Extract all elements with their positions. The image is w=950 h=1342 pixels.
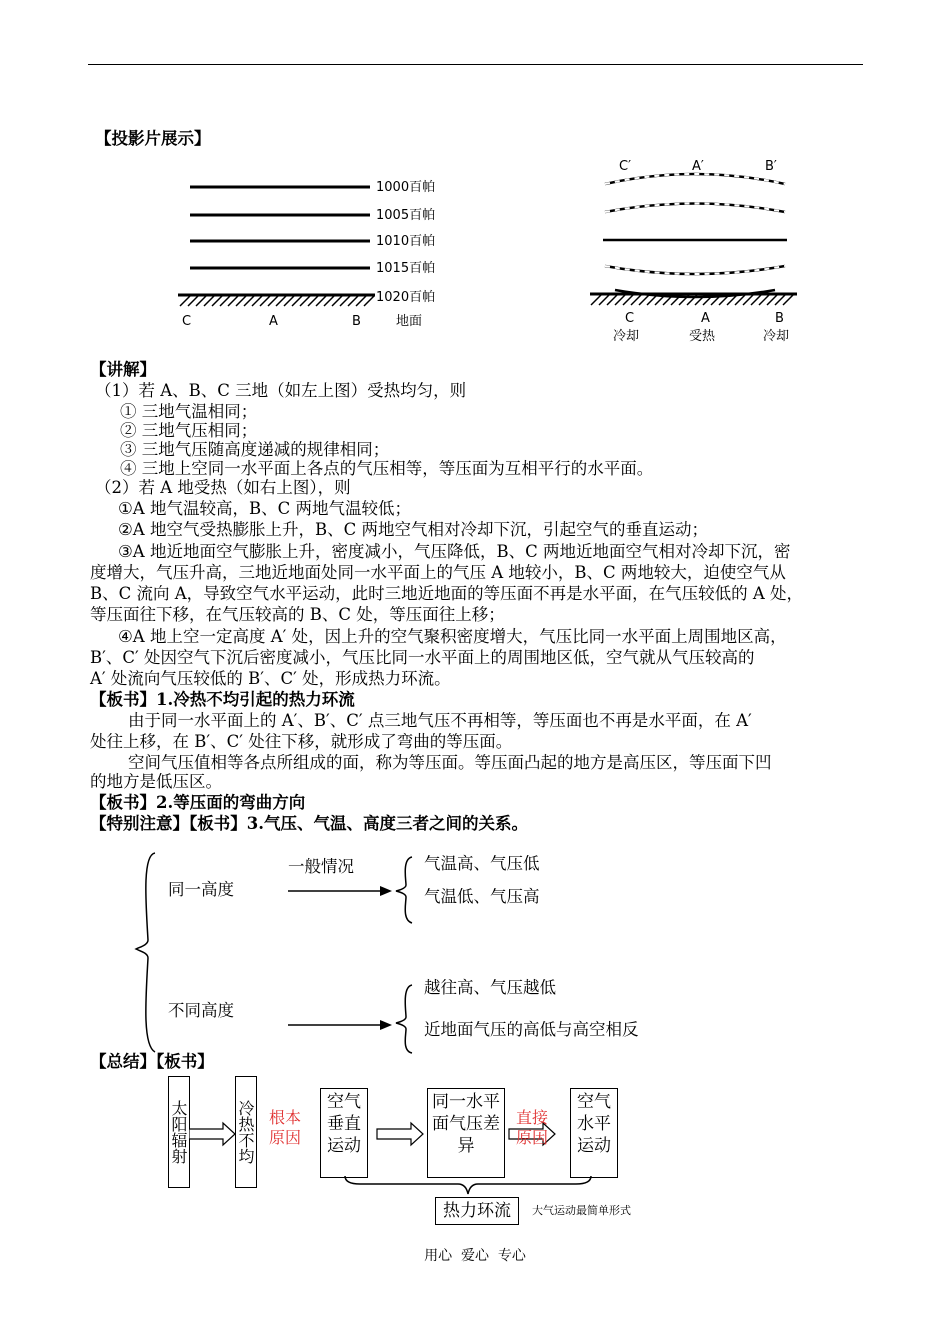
arrow-head: [380, 1020, 392, 1030]
bottom-point-c: C: [625, 311, 635, 326]
explain-line: ④A 地上空一定高度 A′ 处，因上升的空气聚积密度增大，气压比同一水平面上周围地区高，: [118, 627, 787, 646]
relation-brackets: [130, 845, 430, 1065]
horizontal-motion-box: 空气水平运动: [570, 1088, 618, 1178]
arrow-head: [380, 886, 392, 896]
isobar-label: 1020百帕: [376, 290, 436, 305]
top-label-a: A′: [692, 159, 704, 174]
bottom-label-cool: 冷却: [613, 329, 640, 344]
explain-line: ③A 地近地面空气膨胀上升，密度减小，气压降低，B、C 两地近地面空气相对冷却下沉，密: [118, 542, 791, 561]
explain-line: ② 三地气压相同；: [120, 421, 258, 440]
point-label-b: B: [352, 314, 361, 329]
board1-title: 【板书】1.冷热不均引起的热力环流: [90, 690, 355, 709]
explain-line: ① 三地气温相同；: [120, 402, 258, 421]
explain-line: 等压面往下移，在气压较高的 B、C 处，等压面往上移；: [90, 605, 505, 624]
bottom-label-heat: 受热: [689, 329, 716, 344]
main-brace: [136, 853, 155, 1052]
explain-title: 【讲解】: [90, 360, 156, 379]
top-label-c: C′: [619, 159, 632, 174]
board1-line: 由于同一水平面上的 A′、B′、C′ 点三地气压不再相等，等压面也不再是水平面，在 A′: [128, 711, 752, 730]
vertical-motion-box: 空气垂直运动: [320, 1088, 368, 1178]
simplest-form-note: 大气运动最简单形式: [532, 1204, 631, 1217]
explain-line: ①A 地气温较高，B、C 两地气温较低；: [118, 499, 411, 518]
bottom-point-b: B: [775, 311, 784, 326]
point-label-a: A: [269, 314, 278, 329]
explain-line: ④ 三地上空同一水平面上各点的气压相等，等压面为互相平行的水平面。: [120, 459, 654, 478]
same-height-item: 气温高、气压低: [424, 854, 540, 873]
thermal-circulation-box: 热力环流: [435, 1197, 519, 1225]
same-height-label: 同一高度: [168, 880, 234, 899]
bottom-point-a: A: [701, 311, 710, 326]
projection-heading: 【投影片展示】: [95, 129, 211, 148]
isobar-label: 1015百帕: [376, 261, 436, 276]
uneven-heat-box: 冷热不均: [235, 1076, 257, 1188]
pressure-diff-box: 同一水平面气压差异: [427, 1088, 505, 1178]
explain-line: （2）若 A 地受热（如右上图），则: [95, 478, 351, 497]
diff-height-item: 近地面气压的高低与高空相反: [424, 1020, 639, 1039]
explain-line: ③ 三地气压随高度递减的规律相同；: [120, 440, 390, 459]
ground-hatching: [180, 296, 374, 306]
explain-line: B、C 流向 A，导致空气水平运动，此时三地近地面的等压面不再是水平面，在气压较低的 A 处，: [90, 584, 804, 603]
top-label-b: B′: [765, 159, 777, 174]
board1-line: 处往上移，在 B′、C′ 处往下移，就形成了弯曲的等压面。: [90, 732, 513, 751]
footer: 用心 爱心 专心: [424, 1248, 526, 1264]
diff-height-item: 越往高、气压越低: [424, 978, 556, 997]
point-label-c: C: [182, 314, 192, 329]
explain-line: （1）若 A、B、C 三地（如左上图）受热均匀，则: [95, 381, 467, 400]
general-case-label: 一般情况: [288, 857, 354, 876]
hollow-arrow: [189, 1123, 235, 1145]
brace-same: [396, 857, 412, 923]
same-height-item: 气温低、气压高: [424, 887, 540, 906]
brace-diff: [396, 985, 412, 1053]
explain-line: A′ 处流向气压较低的 B′、C′ 处，形成热力环流。: [90, 669, 451, 688]
isobar-label: 1000百帕: [376, 180, 436, 195]
summary-arrows: [189, 1115, 629, 1155]
board3-title: 【特别注意】【板书】3.气压、气温、高度三者之间的关系。: [90, 814, 528, 833]
explain-line: 度增大，气压升高，三地近地面处同一水平面上的气压 A 地较小，B、C 两地较大，迫使空气从: [90, 563, 786, 582]
board1-line: 空间气压值相等各点所组成的面，称为等压面。等压面凸起的地方是高压区，等压面下凹: [128, 753, 772, 772]
bottom-label-cool: 冷却: [763, 329, 790, 344]
board2-title: 【板书】2.等压面的弯曲方向: [90, 793, 306, 812]
board1-line: 的地方是低压区。: [90, 772, 222, 791]
diff-height-label: 不同高度: [168, 1001, 234, 1020]
isobar-label: 1010百帕: [376, 234, 436, 249]
hollow-arrow: [377, 1123, 423, 1145]
explain-line: ②A 地空气受热膨胀上升，B、C 两地空气相对冷却下沉，引起空气的垂直运动；: [118, 520, 708, 539]
isobar-label: 1005百帕: [376, 208, 436, 223]
direct-cause-label: 直接原因: [515, 1108, 548, 1147]
ground-label: 地面: [396, 314, 423, 329]
explain-line: B′、C′ 处因空气下沉后密度减小，气压比同一水平面上的周围地区低，空气就从气压较高的: [90, 648, 755, 667]
summary-title: 【总结】【板书】: [90, 1052, 214, 1071]
solar-radiation-box: 太阳辐射: [168, 1076, 190, 1188]
isobar-figure-heated: [585, 152, 815, 352]
header-rule: [88, 64, 863, 65]
root-cause-label: 根本原因: [268, 1108, 301, 1147]
isobar-figure-uniform: [170, 168, 450, 338]
